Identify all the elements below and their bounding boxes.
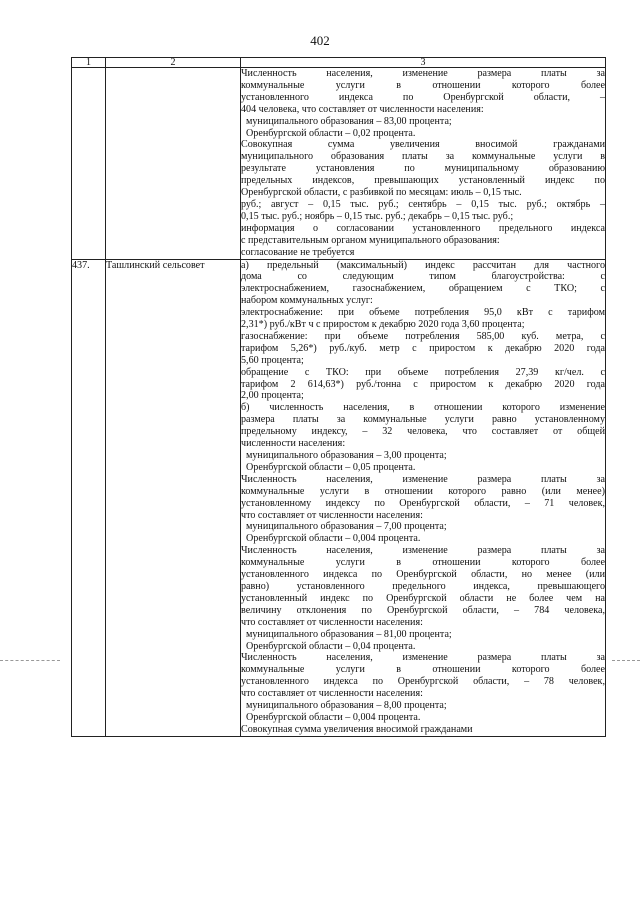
text-line: Оренбургской области, с разбивкой по месяцам: июль – 0,15 тыс. [241, 187, 522, 199]
text-line: коммунальные услуги в отношении которого равно (или менее) [241, 485, 605, 497]
text-line: предельных индексов, превышающих установленный индекс по [241, 175, 605, 187]
text-line: газоснабжение: при объеме потребления 585,00 куб. метра, с [241, 330, 605, 342]
text-line: численности населения: [241, 438, 346, 450]
text-line: с представительным органом муниципального образования: [241, 234, 500, 246]
text-line: установленного индекса по Оренбургской области, – [241, 91, 605, 103]
text-line: руб.; август – 0,15 тыс. руб.; сентябрь – 0,15 тыс. руб.; октябрь – [241, 198, 605, 210]
text-line: величину отклонения по Оренбургской области, – 784 человека, [241, 604, 605, 616]
text-line: установленного индекса по Оренбургской области, но менее (или [241, 569, 605, 581]
text-line: Численность населения, изменение размера платы за [241, 652, 605, 664]
text-line: муниципального образования – 81,00 процента; [246, 628, 452, 640]
text-line: 5,60 процента; [241, 354, 304, 366]
text-line: муниципального образования – 83,00 процента; [246, 115, 452, 127]
page-number: 402 [310, 33, 330, 48]
text-line: электроснабжение: при объеме потребления 95,0 кВт с тарифом [241, 307, 605, 319]
text-line: Оренбургской области – 0,05 процента. [246, 461, 416, 473]
header-col-2: 2 [106, 58, 241, 68]
text-line: установленный индекс по Оренбургской области не более чем на [241, 592, 605, 604]
row-name [106, 68, 241, 260]
text-line: муниципального образования – 3,00 процента; [246, 450, 447, 461]
text-line: что составляет от численности населения: [241, 688, 423, 700]
row-text [241, 68, 606, 260]
text-line: 0,15 тыс. руб.; ноябрь – 0,15 тыс. руб.; декабрь – 0,15 тыс. руб.; [241, 210, 514, 222]
scan-artifact-line [612, 660, 640, 661]
header-col-3: 3 [241, 58, 606, 68]
table-row [72, 68, 606, 260]
text-line: Численность населения, изменение размера платы за [241, 473, 605, 485]
text-line: тарифом 5,26*) руб./куб. метр с приростом к декабрю 2020 года [241, 342, 605, 354]
header-col-1: 1 [72, 58, 106, 68]
text-line: муниципального образования – 8,00 процента; [246, 700, 447, 712]
text-line: б) численность населения, в отношении которого изменение [241, 402, 605, 414]
text-line: дома со следующим типом благоустройства: с [241, 271, 605, 283]
text-line: Оренбургской области – 0,02 процента. [246, 127, 416, 139]
text-line: результате установления по муниципальному образованию [241, 163, 605, 175]
text-line: 2,00 процента; [241, 390, 304, 402]
text-line: что составляет от численности населения: [241, 509, 423, 521]
text-line: 2,31*) руб./кВт ч с приростом к декабрю 2020 года 3,60 процента; [241, 319, 525, 331]
text-line: предельному индексу, – 32 человека, что составляет от общей [241, 426, 605, 438]
text-line: коммунальные услуги в отношении которого более [241, 79, 605, 91]
scan-artifact-line [0, 660, 60, 661]
text-line: набором коммунальных услуг: [241, 295, 373, 307]
row-text [241, 259, 606, 736]
text-line: 404 человека, что составляет от численности населения: [241, 103, 484, 115]
text-line: тарифом 2 614,63*) руб./тонна с приростом к декабрю 2020 года [241, 378, 605, 390]
text-line: муниципального образования платы за коммунальные услуги в [241, 151, 605, 163]
text-line: обращение с ТКО: при объеме потребления 27,39 кг/чел. с [241, 366, 605, 378]
text-line: информация о согласовании установленного предельного индекса [241, 222, 605, 234]
text-line: согласование не требуется [241, 246, 355, 258]
text-line: Совокупная сумма увеличения вносимой гражданами [241, 139, 605, 151]
text-line: установленного индекса по Оренбургской области, – 78 человек, [241, 676, 605, 688]
text-line: электроснабжением, газоснабжением, обращением с ТКО; с [241, 283, 605, 295]
row-name: Ташлинский сельсовет [106, 259, 241, 736]
text-line: а) предельный (максимальный) индекс рассчитан для частного [241, 259, 605, 271]
table-row [72, 259, 606, 736]
text-line: Численность населения, изменение размера платы за [241, 68, 605, 79]
data-table [71, 57, 606, 737]
text-line: что составляет от численности населения: [241, 616, 423, 628]
text-line: Численность населения, изменение размера платы за [241, 545, 605, 557]
text-line: Оренбургской области – 0,004 процента. [246, 711, 421, 723]
row-number [72, 68, 106, 260]
text-line: коммунальные услуги в отношении которого более [241, 664, 605, 676]
text-line: Оренбургской области – 0,004 процента. [246, 533, 421, 545]
text-line: Оренбургской области – 0,04 процента. [246, 640, 416, 652]
text-line: размера платы за коммунальные услуги равно установленному [241, 414, 605, 426]
table-header-row [72, 58, 606, 68]
text-line: Совокупная сумма увеличения вносимой гражданами [241, 723, 473, 735]
text-line: равно) установленного предельного индекса, превышающего [241, 580, 605, 592]
text-line: установленному индексу по Оренбургской области, – 71 человек, [241, 497, 605, 509]
text-line: муниципального образования – 7,00 процента; [246, 521, 447, 533]
row-number: 437. [72, 259, 106, 736]
text-line: коммунальные услуги в отношении которого более [241, 557, 605, 569]
